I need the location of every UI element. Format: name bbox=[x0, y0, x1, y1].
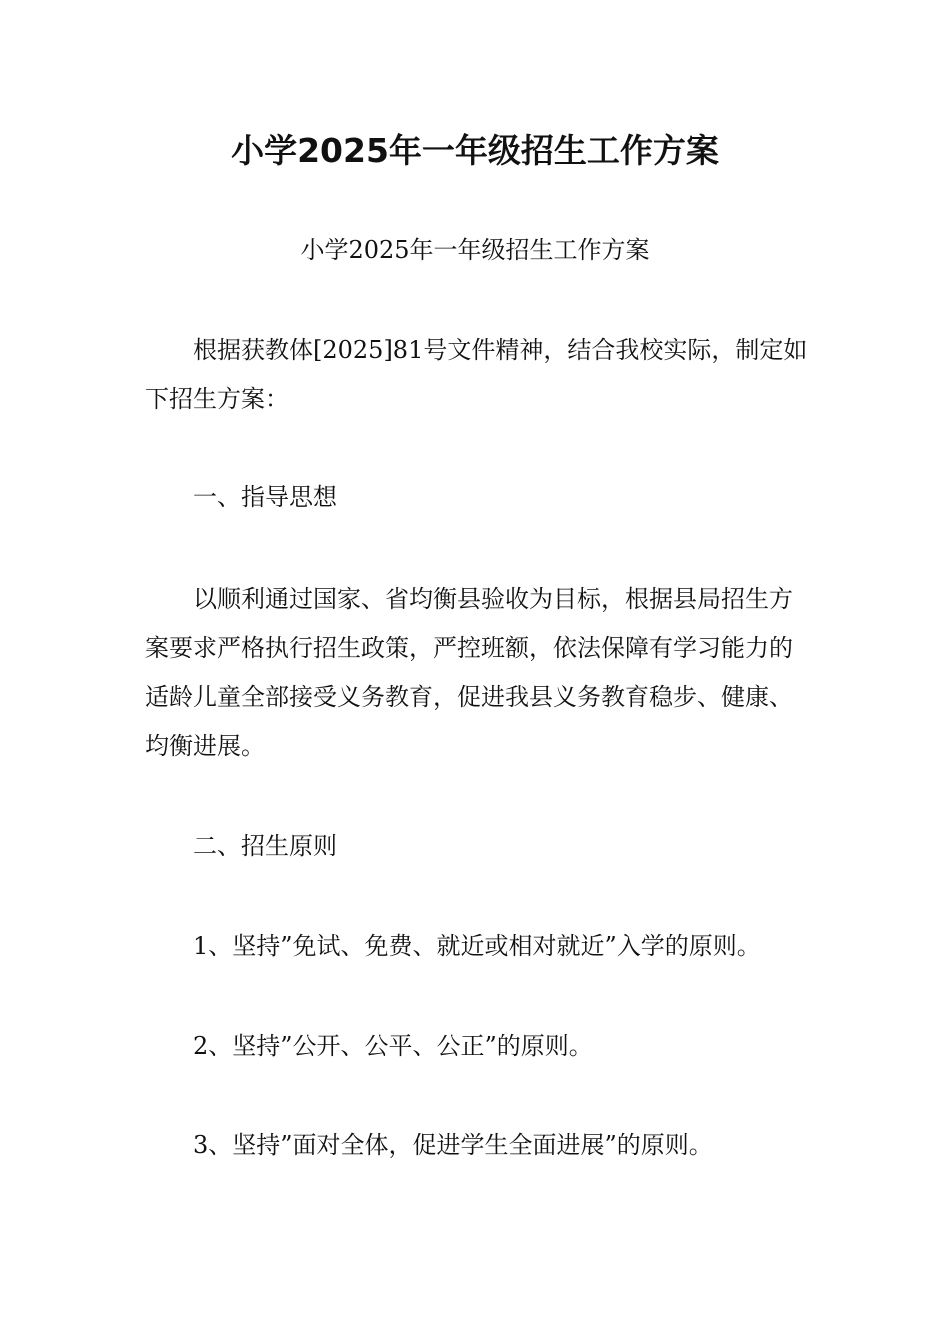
document-subtitle: 小学2025年一年级招生工作方案 bbox=[300, 236, 650, 264]
principle-item-1: 1、坚持”免试、免费、就近或相对就近”入学的原则。 bbox=[193, 932, 761, 960]
intro-paragraph: 根据获教体[2025]81号文件精神，结合我校实际，制定如下招生方案： bbox=[145, 336, 808, 413]
section-body-guiding-ideology: 以顺利通过国家、省均衡县验收为目标，根据县局招生方案要求严格执行招生政策，严控班额，依法保障有学习能力的适龄儿童全部接受义务教育，促进我县义务教育稳步、健康、均衡进展。 bbox=[145, 585, 793, 760]
principle-item-3: 3、坚持”面对全体，促进学生全面进展”的原则。 bbox=[193, 1131, 713, 1159]
principle-item-2: 2、坚持”公开、公平、公正”的原则。 bbox=[193, 1032, 593, 1060]
document-title: 小学2025年一年级招生工作方案 bbox=[231, 131, 719, 170]
section-heading-guiding-ideology: 一、指导思想 bbox=[193, 483, 337, 511]
section-heading-enrollment-principles: 二、招生原则 bbox=[193, 832, 337, 860]
